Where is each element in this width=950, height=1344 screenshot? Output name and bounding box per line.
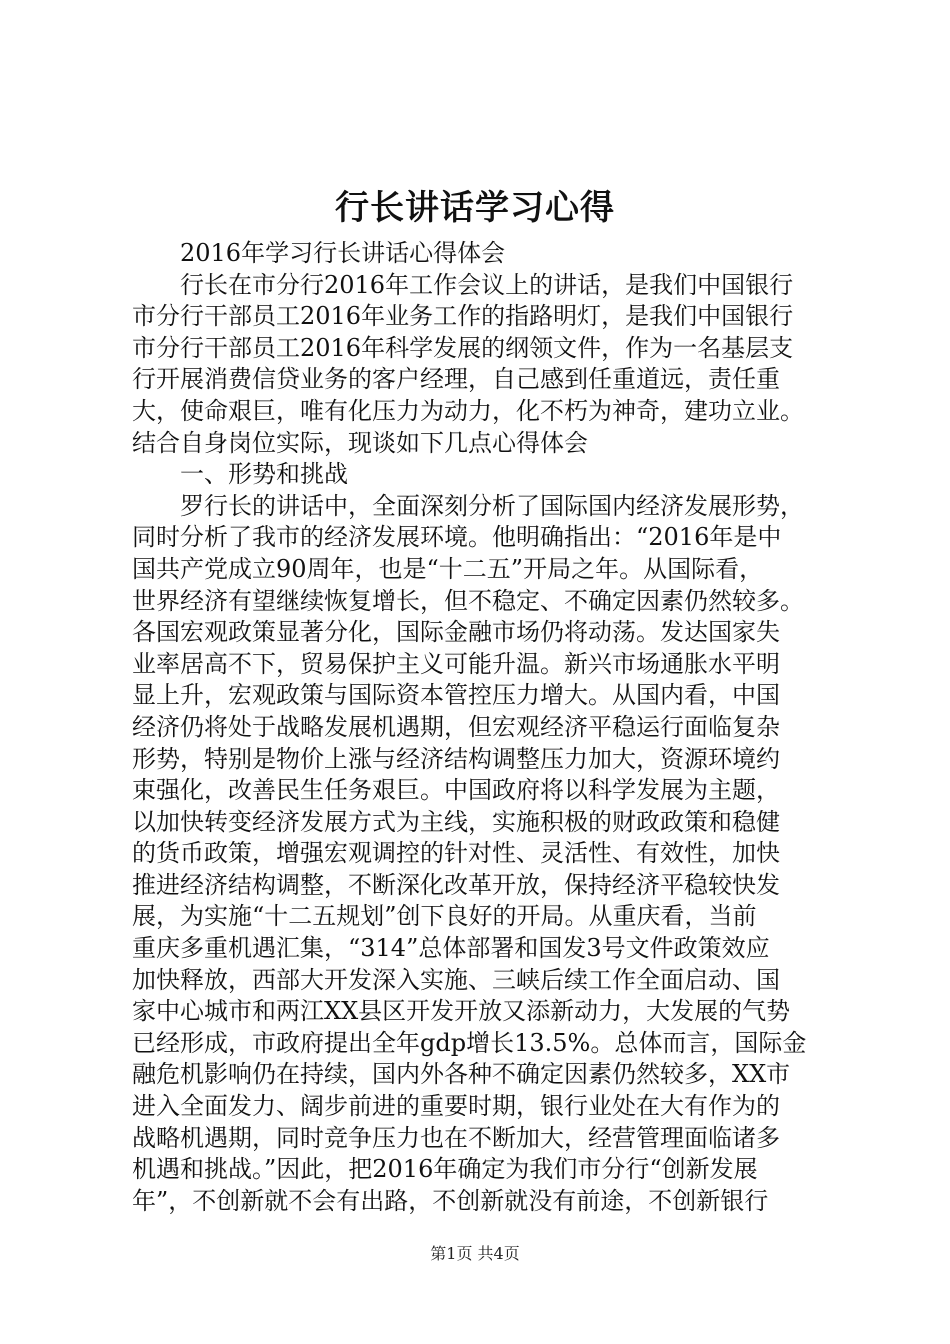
section-heading: 一、形势和挑战 [180,460,348,489]
body-line: 国共产党成立90周年，也是“十二五”开局之年。从国际看， [132,554,764,583]
body-line: 业率居高不下，贸易保护主义可能升温。新兴市场通胀水平明 [132,649,780,678]
body-line: 大，使命艰巨，唯有化压力为动力，化不朽为神奇，建功立业。 [132,396,804,425]
body-line: 融危机影响仍在持续，国内外各种不确定因素仍然较多，XX市 [132,1060,791,1089]
body-line: 各国宏观政策显著分化，国际金融市场仍将动荡。发达国家失 [132,618,780,647]
body-line: 推进经济结构调整，不断深化改革开放，保持经济平稳较快发 [132,870,780,899]
body-line: 行开展消费信贷业务的客户经理，自己感到任重道远，责任重 [132,365,780,394]
body-line: 年”，不创新就不会有出路，不创新就没有前途，不创新银行 [132,1186,769,1215]
body-line: 机遇和挑战。”因此，把2016年确定为我们市分行“创新发展 [132,1155,758,1184]
body-line: 形势，特别是物价上涨与经济结构调整压力加大，资源环境约 [132,744,780,773]
body-line: 世界经济有望继续恢复增长，但不稳定、不确定因素仍然较多。 [132,586,804,615]
document-body [132,238,844,1217]
body-line: 家中心城市和两江XX县区开发开放又添新动力，大发展的气势 [132,997,791,1026]
body-line: 进入全面发力、阔步前进的重要时期，银行业处在大有作为的 [132,1092,780,1121]
body-line: 市分行干部员工2016年科学发展的纲领文件，作为一名基层支 [132,333,794,362]
body-line: 结合自身岗位实际，现谈如下几点心得体会 [132,428,588,457]
body-line: 市分行干部员工2016年业务工作的指路明灯，是我们中国银行 [132,302,794,331]
document-title: 行长讲话学习心得 [335,188,615,228]
body-line: 重庆多重机遇汇集，“314”总体部署和国发3号文件政策效应 [132,934,770,963]
page-number: 第1页 共4页 [430,1244,520,1263]
body-line: 同时分析了我市的经济发展环境。他明确指出：“2016年是中 [132,523,782,552]
body-line: 以加快转变经济发展方式为主线，实施积极的财政政策和稳健 [132,807,780,836]
body-line: 已经形成，市政府提出全年gdp增长13.5%。总体而言，国际金 [132,1028,807,1057]
body-line: 的货币政策，增强宏观调控的针对性、灵活性、有效性，加快 [132,839,780,868]
body-line: 2016年学习行长讲话心得体会 [180,239,506,267]
body-line: 行长在市分行2016年工作会议上的讲话，是我们中国银行 [180,270,794,299]
body-line: 展，为实施“十二五规划”创下良好的开局。从重庆看，当前 [132,902,757,931]
body-line: 罗行长的讲话中，全面深刻分析了国际国内经济发展形势， [180,491,804,520]
body-line: 加快释放，西部大开发深入实施、三峡后续工作全面启动、国 [132,965,780,994]
body-line: 束强化，改善民生任务艰巨。中国政府将以科学发展为主题， [132,776,780,805]
body-line: 显上升，宏观政策与国际资本管控压力增大。从国内看，中国 [132,681,780,710]
body-line: 战略机遇期，同时竞争压力也在不断加大，经营管理面临诸多 [132,1123,780,1152]
body-line: 经济仍将处于战略发展机遇期，但宏观经济平稳运行面临复杂 [132,712,780,741]
